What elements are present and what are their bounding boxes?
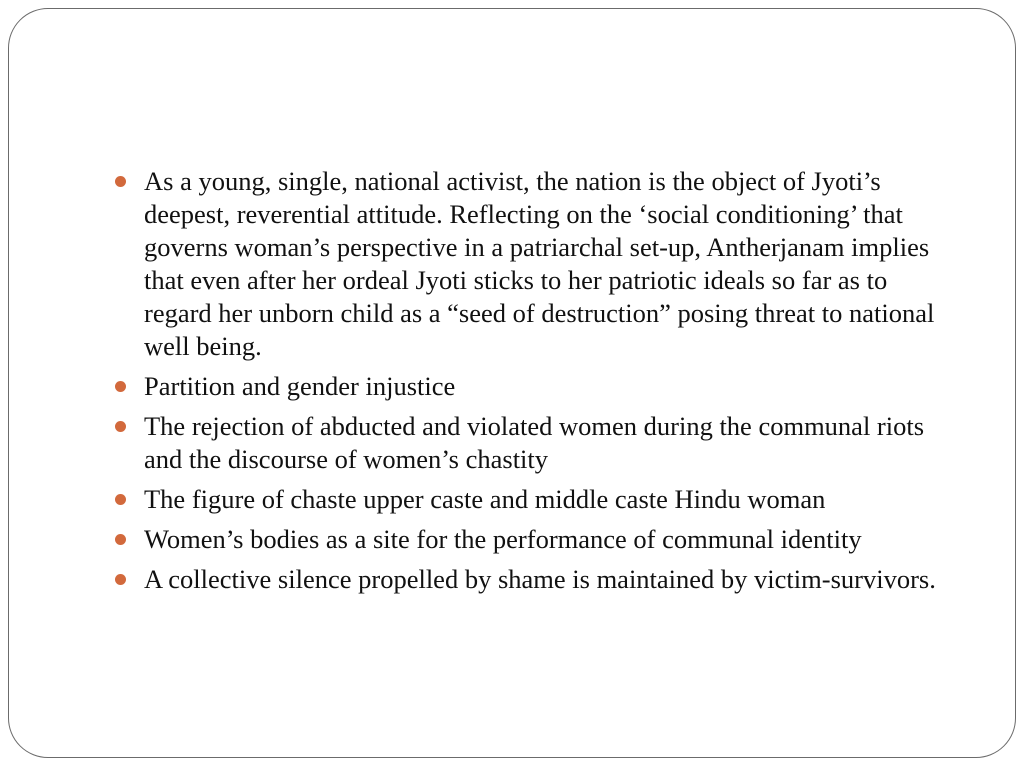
bullet-item [112, 483, 952, 516]
bullet-item [112, 563, 952, 596]
bullet-dot-icon [115, 176, 126, 187]
bullet-dot-icon [115, 574, 126, 585]
bullet-item [112, 165, 952, 363]
bullet-text: Partition and gender injustice [144, 371, 456, 401]
bullet-item [112, 523, 952, 556]
bullet-text: Women’s bodies as a site for the performance of communal identity [144, 524, 862, 554]
bullet-item [112, 410, 952, 476]
bullet-text: As a young, single, national activist, the nation is the object of Jyoti’s deepest, reverential attitude. Reflecting on the ‘social conditioning’ that governs woman’s perspective in a patriarchal set-up, Antherjanam implies that even after her ordeal Jyoti sticks to her patriotic ideals so far as to regard her unborn child as a “seed of destruction” posing threat to national well being. [144, 166, 935, 361]
bullet-item [112, 370, 952, 403]
bullet-dot-icon [115, 534, 126, 545]
bullet-list [112, 165, 952, 596]
bullet-dot-icon [115, 494, 126, 505]
slide-content [112, 165, 952, 603]
bullet-dot-icon [115, 381, 126, 392]
bullet-text: The rejection of abducted and violated women during the communal riots and the discourse of women’s chastity [144, 411, 925, 474]
bullet-text: The figure of chaste upper caste and middle caste Hindu woman [144, 484, 826, 514]
bullet-dot-icon [115, 421, 126, 432]
bullet-text: A collective silence propelled by shame is maintained by victim-survivors. [144, 564, 936, 594]
